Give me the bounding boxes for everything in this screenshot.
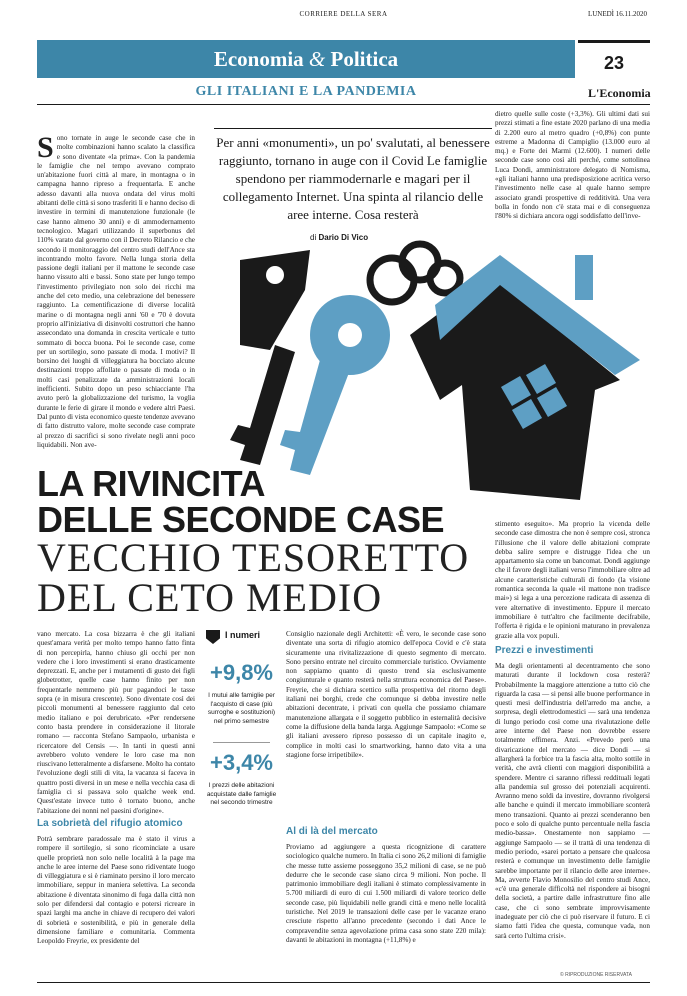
- column-4-bottom: Ma degli orientamenti al decentramento che sono maturati durante il lockdown cosa resterà? Probabilmente la maggiore attenzione a tutto ciò che riguarda la casa — si pensi alle buone performance in questi mesi dell'industria dell'arredo ma anche, a sorpresa, degli elettrodomestici — sarà una tendenza di lungo periodo così come una rivalutazione delle aree interne del Paese non dovrebbe essere totalmente effimera. Anzi. «Prevedo però una divaricazione del mercato — dice Dondi — si allargherà la forbice tra la fascia alta, molto sottile in verità, che avrà clienti con maggiori disponibilità a spendere. Mentre ci saranno riflessi reddituali legati alla pandemia sul grosso dei potenziali acquirenti. Avranno meno soldi da investire, dovranno rivolgersi alle banche e quindi il mercato immobiliare sconterà meno transazioni. Quanto ai prezzi scenderanno ben poco e solo di qualche punto percentuale nella fascia medio-bassa». Onestamente non sappiamo — aggiunge Sampaolo — se il trattà di una tendenza di medio periodo, «sarei portato a pensare che qualcosa resterà e comunque un investimento delle famiglie sarebbe importante per il rilancio delle aree interne». Ma, avverte Flavio Monosilio del centro studi Ance, «c'è una generale difficoltà nel rispondere ai bisogni della società, a partire dalle infrastrutture fino alle case, che ci sono sembrate improvvisamente inadeguate per ciò che ci può riservare il futuro. E ci siamo fatti l'idea che questa, comunque vada, non sarà certo l'ultima crisi».: [495, 662, 650, 940]
- box-divider: [213, 742, 270, 743]
- headline-line-2: DELLE SECONDE CASE: [37, 499, 445, 540]
- byline-prefix: di: [310, 233, 317, 242]
- key-ring-icon: [370, 244, 460, 302]
- column-1-heading: La sobrietà del rifugio atomico: [37, 818, 183, 829]
- drop-cap: S: [37, 131, 54, 164]
- summary-rule-top: [214, 128, 492, 129]
- subhead-line-1: VECCHIO TESORETTO: [37, 535, 470, 580]
- footer-rule: [37, 982, 650, 983]
- column-1-top: [37, 131, 195, 462]
- headline: [37, 463, 445, 540]
- summary: Per anni «monumenti», un po' svalutati, al benessere raggiunto, tornano in auge con il Covid Le famiglie spendono per riammodernarle e magari per il collegamento Internet. Una spinta al rilancio delle aree interne. Cosa resterà: [216, 135, 490, 222]
- section-right: Politica: [330, 47, 399, 71]
- column-4-top: dietro quelle sulle coste (+3,3%). Gli ultimi dati sui prezzi stimati a fine estate 2020 parlano di una media di 2.200 euro al metro quadro (+0,8%) con punte estreme a Madonna di Campiglio (13.000 euro al mq.) e Forte dei Marmi (12.600). I numeri delle seconde case sono così alti perché, come sottolinea Luca Dondi, amministratore delegato di Nomisma, «gli italiani hanno una predisposizione acritica verso l'investimento nelle case al quale hanno sempre associato grandi prospettive di redditività. Una vera bolla in fondo non c'è stata mai e di conseguenza l'80% si dichiara ancora oggi soddisfatto dell'inve-: [495, 110, 650, 221]
- column-3-heading: Al di là del mercato: [286, 826, 378, 837]
- box-marker-icon: [206, 630, 220, 644]
- byline-author: Dario Di Vico: [318, 233, 369, 242]
- column-4-heading: Prezzi e investimenti: [495, 645, 594, 656]
- section-banner: [37, 40, 575, 78]
- column-1-text: ono tornate in auge le seconde case che in molte combinazioni hanno scalato la classifica e sono diventate «la prima». Con la pandemia le famiglie che nel tempo avevano comprato un'abitazione fuori città al mare, in montagna o in campagna hanno ripreso a frequentarla. E anche adesso davanti alla nuova ondata del virus molti abitanti delle città si sono trasferiti lì e hanno deciso di investire in termini di manutenzione funzionale (le case hanno almeno 30 anni) e di ammodernamento tecnologico. Magari utilizzando il superbonus del 110% varato dal governo con il Decreto Rilancio e che secondo il monitoraggio del centro studi dell'Ance sta incontrando molto favore. Nella lunga storia della passione degli italiani per il mattone le seconde case hanno vissuto alti e bassi. Sono state per lungo tempo l'investimento privilegiato non solo dei ricchi ma anche del ceto medio, una celebrazione del benessere raggiunto. La cementificazione di diverse località marine o di montagna negli anni '60 e '70 è dovuta proprio all'iniziativa di disinvolti costruttori che hanno assecondato una domanda in crescita verticale e tutto sommato di bocca buona. Poi le seconde case, come per un sortilegio, sono passate di moda. I motivi? Il borsino dei luoghi di villeggiatura ha bocciato alcune destinazioni troppo affollate o passate di moda o in molti casi penalizzate da amministrazioni locali inefficienti. Subito dopo un peso schiacciante l'ha avuto però la globalizzazione del turismo, la voglia durante le ferie di girare il mondo e vedere altri Paesi. Dal punto di vista economico queste tendenze avevano di fatto distrutto valore, molte seconde case comprate al prezzo di sacrifici si sono rivelate negli anni poco liquidabili. Non ave-: [37, 134, 195, 449]
- subhead-line-2: DEL CETO MEDIO: [37, 575, 383, 620]
- column-4-middle: stimento eseguito». Ma proprio la vicenda delle seconde case dimostra che non è sempre così, stronca l'illusione che il valore delle abitazioni comprate debba salire sempre e distrugge l'idea che un appartamento sia come un bancomat. Dondi aggiunge che il favore degli italiani verso l'immobiliare oltre ad alcune caratteristiche culturali di fondo (la visione romantica seconda la quale «il mattone non tradisce mai») si lega a una percezione radicata di assenza di vere alternative di investimento. Eppure il mercato immobiliare è tutt'altro che facilmente decifrabile, l'offerta è rigida e le opinioni maturano in prevalenza grazie alla vox populi.: [495, 520, 650, 640]
- copyright: © RIPRODUZIONE RISERVATA: [560, 972, 632, 978]
- stat-1-caption: I mutui alle famiglie per l'acquisto di case (più surroghe e sostituzioni) nel primo semestre: [207, 692, 276, 725]
- column-1-bottom: vano mercato. La cosa bizzarra è che gli italiani quest'amara verità per molto tempo hanno fatto finta di non percepirla, hanno chiuso gli occhi per non vedere che i loro investimenti si erano drasticamente deprezzati. E, anche per i mutamenti di gusto dei figli globetrotter, quelle case hanno finito per non frequentarle nemmeno più pur pagandoci le tasse sopra (e in misura crescente). Sono diventate così dei piccoli monumenti al benessere raggiunto dal ceto medio italiano e poi derubricato. «Per rendersene conto basta prendere in considerazione il litorale romano — racconta Stefano Sampaolo, urbanista e ricercatore del Censis —. In tanti in questi anni avrebbero voluto vendere le loro case ma non riuscivano letteralmente a disfarsene. Molto ha contato l'evoluzione degli stili di vita, la vacanza si faceva in quattro posti diversi in un mese e nella vecchia casa di famiglia ci si passava solo qualche week end. Quest'estate invece tutto è tornato buono, anche l'abitazione dei nonni nel paesini d'origine».: [37, 630, 195, 815]
- numbers-box: [203, 630, 280, 880]
- column-3: Consiglio nazionale degli Architetti: «È vero, le seconde case sono diventate una sorta di rifugio atomico dell'epoca Covid e c'è stata sicuramente una rivitalizzazione di questo segmento di mercato. Sono persino entrate nel circuito commerciale turistico. Ovviamente non sappiamo quanto di questo trend sia esclusivamente congiunturale e quanto resterà nella struttura economica del Paese». Freyrie, che si dichiara scettico sulla prospettiva del ritorno degli italiani nei borghi, crede che comunque si debba investire nelle abitazioni decentrate, i privati con quella che possiamo chiamare manutenzione allargata e il soggetto pubblico in esternalità decisive come la diffusione della banda larga. Aggiunge Sampaolo: «Come se gli italiani avessero ripreso possesso di un capitale inagito e, complice in molti casi lo smartworking, hanno dato vita a una stagione forse irripetibile».: [286, 630, 486, 759]
- column-1-bottom-2: Potrà sembrare paradossale ma è stato il virus a rompere il sortilegio, si sono ricominciate a usare quelle proprietà non solo nelle località à la page ma anche le aree interne del Paese sono ridiventate luogo di villeggiatura e si è riaminato persino il loro mercato immobiliare, seppur in maniera selettiva. La seconda abitazione è diventata sinonimo di fuga dalla città non solo per difendersi dal contagio e potersi ricreare in spazi larghi ma anche in chiave di recupero dei valori di sobrietà e sostenibilità, e più in generale della dimensione familiare e comunitaria. Commenta Leopoldo Freyrie, ex presidente del: [37, 835, 195, 946]
- header-rule: [37, 104, 650, 105]
- column-3-bottom: Proviamo ad aggiungere a questa ricognizione di carattere sociologico qualche numero. In Italia ci sono 26,2 milioni di famiglie che messe tutte assieme posseggono 35,2 milioni di case, se ne può dedurre che le seconde case siano circa 9 milioni. Non poche. Il patrimonio immobiliare degli italiani è stimato complessivamente in 5.700 miliardi di euro di cui 1.500 miliardi di valore teorico delle seconde case, più liquidabili nelle grandi città e meno nelle località turistiche. Nel 2019 le transazioni delle case per le vacanze erano cresciute rispetto all'anno precedente (secondo i dati Ance le compravendite senza agevolazione prima casa sono state 220 mila): davanti le abitazioni in montagna (+11,8%) e: [286, 843, 486, 944]
- stat-2-value: +3,4%: [210, 750, 273, 775]
- paper-name: CORRIERE DELLA SERA: [299, 10, 388, 18]
- subheadline: [37, 535, 470, 620]
- section-left: Economia: [213, 47, 304, 71]
- stat-1-value: +9,8%: [210, 660, 273, 685]
- kicker: GLI ITALIANI E LA PANDEMIA: [195, 84, 417, 99]
- section-tag: L'Economia: [588, 86, 651, 100]
- headline-line-1: LA RIVINCITA: [37, 463, 265, 504]
- issue-date: LUNEDÌ 16.11.2020: [587, 10, 647, 18]
- section-amp: &: [308, 47, 326, 71]
- key-icon: [280, 295, 390, 475]
- page-number: 23: [578, 40, 650, 78]
- box-title: I numeri: [225, 630, 261, 640]
- stat-2-caption: I prezzi delle abitazioni acquistate dalle famiglie nel secondo trimestre: [206, 782, 277, 806]
